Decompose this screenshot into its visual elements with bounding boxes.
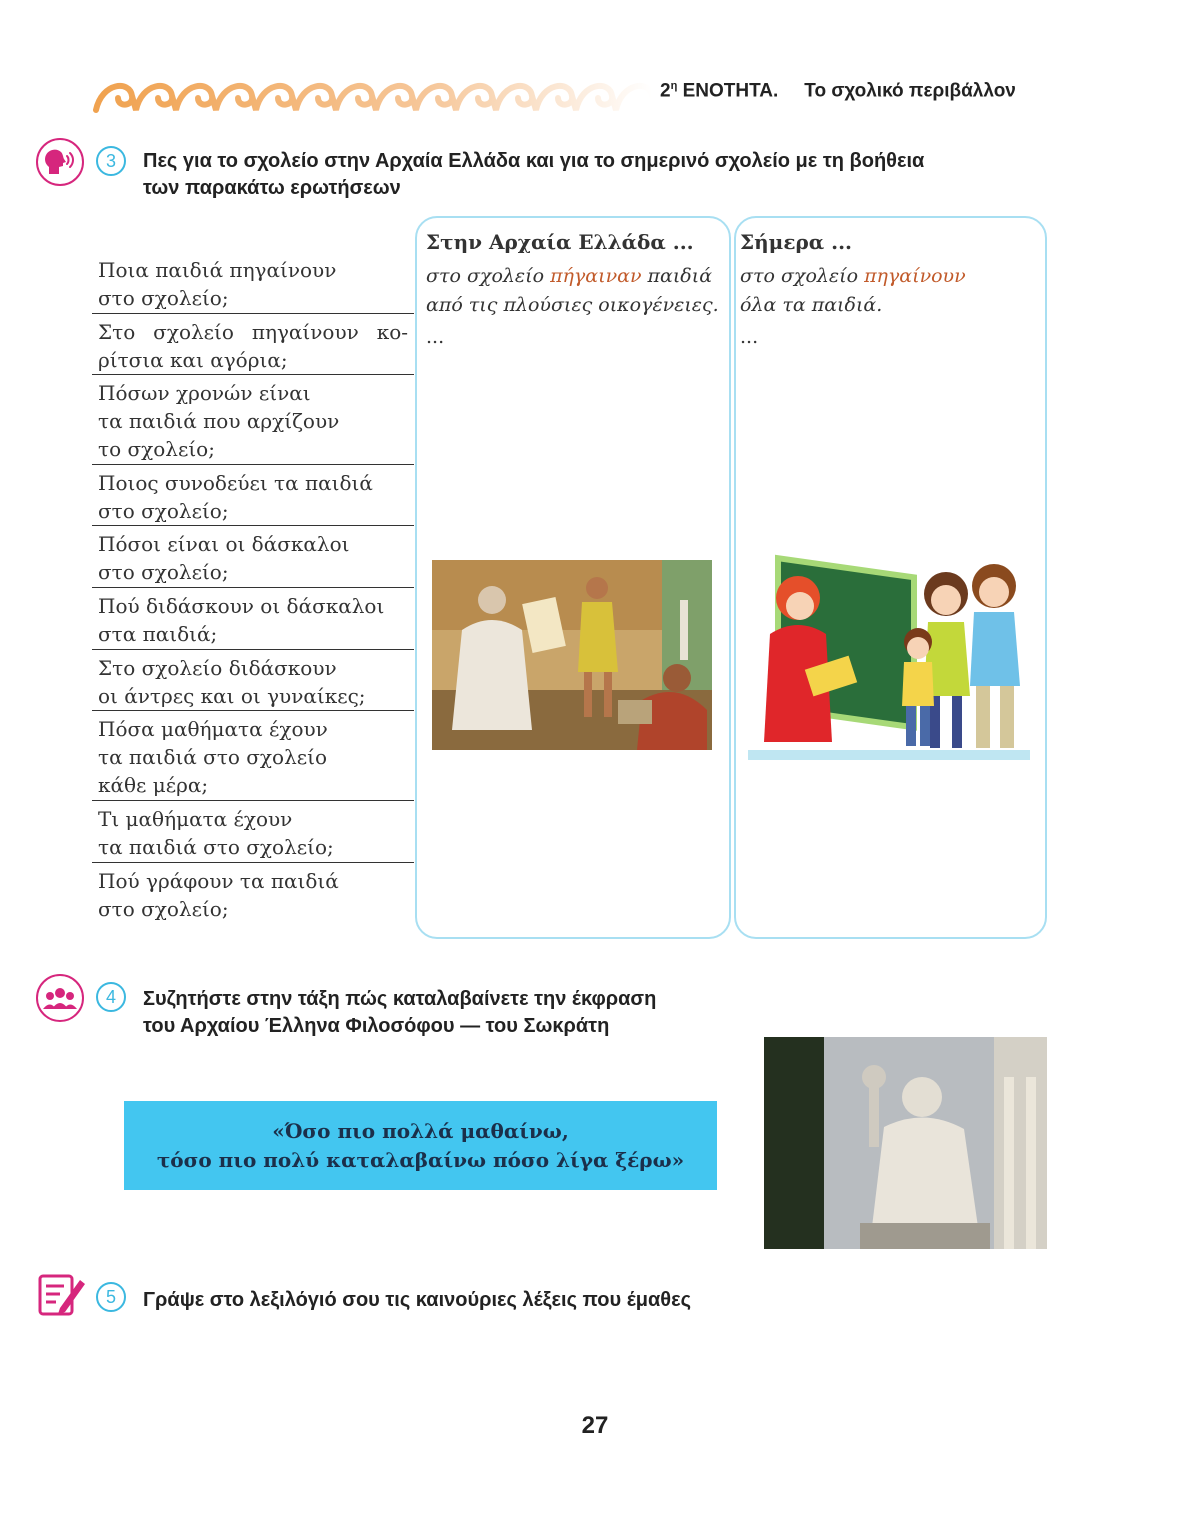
unit-word: ΕΝΟΤΗΤΑ. — [682, 80, 779, 102]
ancient-school-illustration — [432, 560, 712, 750]
text-part: στο σχολείο — [740, 265, 865, 287]
instruction-line: του Αρχαίου Έλληνα Φιλοσόφου — του Σωκράτη — [143, 1015, 610, 1037]
question-row — [92, 526, 414, 588]
question-line: τα παιδιά που αρχίζουν — [98, 409, 340, 433]
question-row — [92, 252, 414, 314]
question-line: τα παιδιά στο σχολείο; — [98, 835, 334, 859]
exercise-number: 3 — [105, 150, 116, 171]
question-line: Πόσα μαθήματα έχουν — [98, 717, 328, 741]
question-line: Πού διδάσκουν οι δάσκαλοι — [98, 594, 385, 618]
today-text-line: όλα τα παιδιά. — [740, 294, 883, 316]
exercise-number: 4 — [105, 986, 116, 1007]
question-line: Πόσων χρονών είναι — [98, 381, 311, 405]
instruction-line: Πες για το σχολείο στην Αρχαία Ελλάδα και για το σημερινό σχολείο με τη βοήθεια — [143, 150, 925, 172]
exercise-number-badge — [96, 146, 126, 176]
today-column-title: Σήμερα ... — [740, 230, 853, 254]
question-line: τα παιδιά στο σχολείο — [98, 745, 328, 769]
exercise-number: 5 — [105, 1286, 116, 1307]
highlight-verb: πήγαιναν — [550, 265, 642, 287]
modern-school-illustration — [748, 546, 1030, 760]
notebook-pencil-icon — [38, 1272, 86, 1318]
instruction-line: των παρακάτω ερωτήσεων — [143, 177, 401, 199]
exercise-number-badge — [96, 982, 126, 1012]
question-row — [92, 801, 414, 863]
question-line: Ποιος συνοδεύει τα παιδιά — [98, 471, 373, 495]
question-line: Πόσοι είναι οι δάσκαλοι — [98, 532, 350, 556]
question-line: Τι μαθήματα έχουν — [98, 807, 293, 831]
question-line: Πού γράφουν τα παιδιά — [98, 869, 339, 893]
question-row — [92, 863, 414, 925]
question-line: το σχολείο; — [98, 437, 215, 461]
question-row — [92, 588, 414, 650]
quote-line: «Όσο πιο πολλά μαθαίνω, — [272, 1118, 569, 1143]
ancient-text-line: από τις πλούσιες οικογένειες. — [426, 294, 719, 316]
unit-superscript: η — [670, 80, 678, 92]
socrates-statue-photo — [764, 1037, 1047, 1249]
exercise4-instruction — [143, 986, 763, 1040]
question-row — [92, 711, 414, 801]
question-row — [92, 650, 414, 711]
today-column-text — [740, 262, 1040, 320]
today-continuation-dots: ... — [740, 326, 759, 348]
today-text-line — [740, 262, 1040, 291]
question-line: στο σχολείο; — [98, 897, 229, 921]
question-line: Στο σχολείο διδάσκουν — [98, 656, 337, 680]
unit-title: Το σχολικό περιβάλλον — [804, 80, 1016, 102]
questions-list — [92, 252, 414, 925]
decorative-wave-border — [92, 72, 652, 114]
question-row — [92, 314, 414, 375]
exercise3-instruction — [143, 148, 1063, 202]
speaking-head-icon — [36, 138, 84, 186]
unit-label — [660, 80, 1016, 102]
socrates-quote-box — [124, 1101, 717, 1190]
instruction-line: Συζητήστε στην τάξη πώς καταλαβαίνετε την έκφραση — [143, 988, 657, 1010]
ancient-column-title: Στην Αρχαία Ελλάδα ... — [426, 230, 694, 254]
highlight-verb: πηγαίνουν — [864, 265, 966, 287]
ancient-continuation-dots: ... — [426, 326, 445, 348]
exercise-number-badge — [96, 1282, 126, 1312]
text-part: παιδιά — [641, 265, 713, 287]
unit-number: 2 — [660, 80, 671, 102]
question-line: κάθε μέρα; — [98, 773, 209, 797]
quote-line: τόσο πιο πολύ καταλαβαίνω πόσο λίγα ξέρω» — [156, 1147, 685, 1172]
exercise5-instruction: Γράψε στο λεξιλόγιό σου τις καινούριες λέξεις που έμαθες — [143, 1289, 691, 1311]
question-line: ρίτσια και αγόρια; — [98, 348, 288, 372]
question-line: Ποια παιδιά πηγαίνουν — [98, 258, 337, 282]
question-line: οι άντρες και οι γυναίκες; — [98, 684, 366, 708]
ancient-text-line — [426, 262, 726, 291]
question-line: στο σχολείο; — [98, 286, 229, 310]
question-row — [92, 465, 414, 526]
text-part: στο σχολείο — [426, 265, 551, 287]
group-discussion-icon — [36, 974, 84, 1022]
question-line: Στο σχολείο πηγαίνουν κο- — [98, 320, 408, 344]
ancient-column-text — [426, 262, 726, 320]
question-line: στο σχολείο; — [98, 499, 229, 523]
question-line: στο σχολείο; — [98, 560, 229, 584]
question-line: στα παιδιά; — [98, 622, 218, 646]
question-row — [92, 375, 414, 465]
page-number: 27 — [581, 1412, 609, 1439]
